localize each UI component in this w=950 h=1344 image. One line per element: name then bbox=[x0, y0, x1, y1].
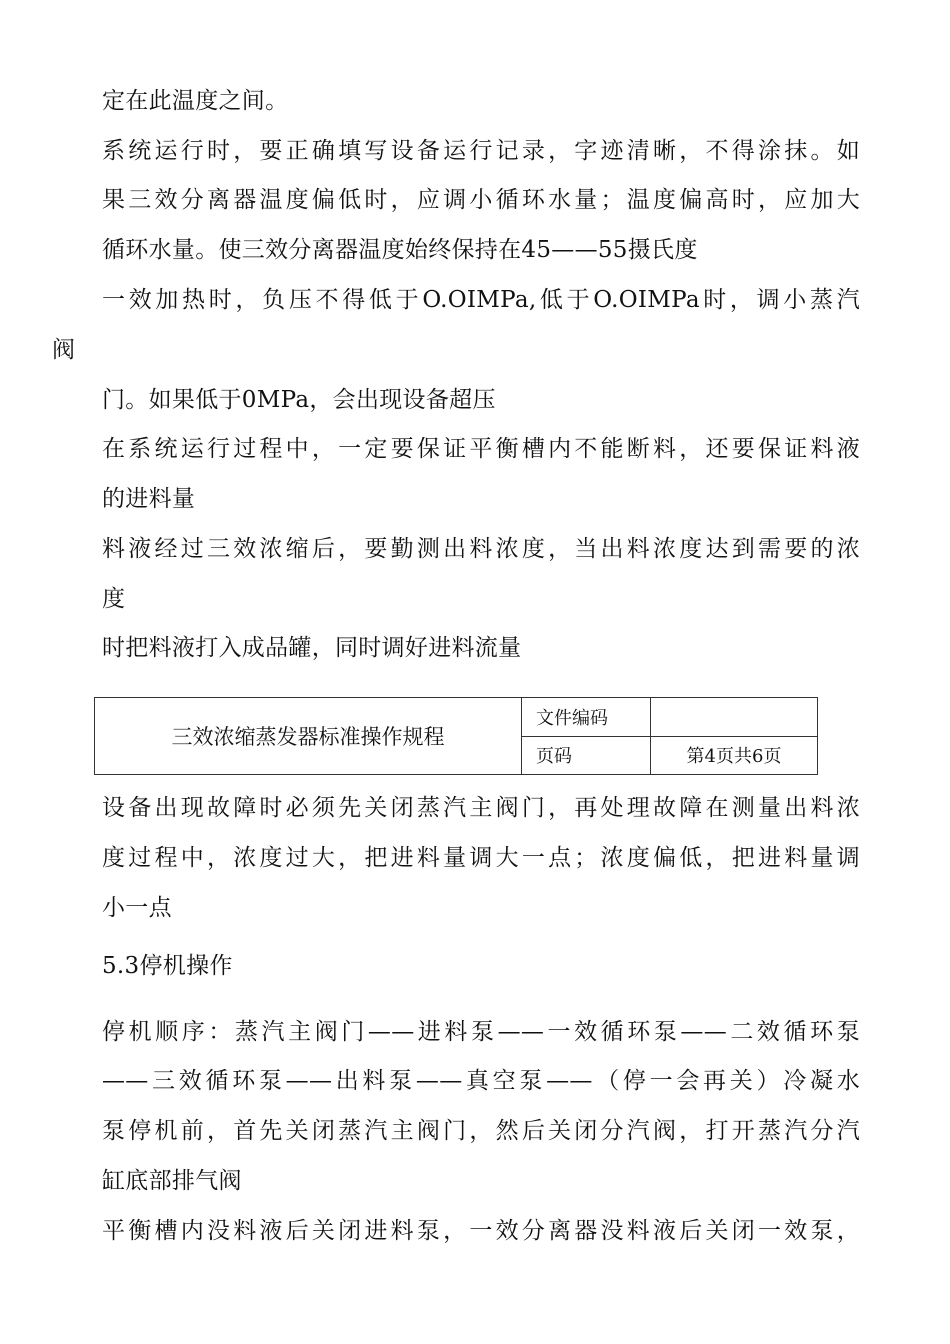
paragraph-line: 缸底部排气阀 bbox=[102, 1168, 242, 1194]
paragraph-line: 的进料量 bbox=[102, 486, 196, 512]
paragraph-line: 小一点 bbox=[102, 895, 172, 921]
document-title: 三效浓缩蒸发器标准操作规程 bbox=[95, 698, 522, 775]
section-heading: 5.3停机操作 bbox=[102, 953, 233, 979]
paragraph-line: 一效加热时，负压不得低于O.OIMPa,低于O.OIMPa时，调小蒸汽 bbox=[102, 287, 860, 313]
paragraph-line: 平衡槽内没料液后关闭进料泵，一效分离器没料液后关闭一效泵， bbox=[102, 1218, 860, 1244]
paragraph-line: 停机顺序：蒸汽主阀门——进料泵——一效循环泵——二效循环泵 bbox=[102, 1019, 860, 1045]
paragraph-line: ——三效循环泵——出料泵——真空泵——（停一会再关）冷凝水 bbox=[102, 1068, 860, 1094]
paragraph-line: 泵停机前，首先关闭蒸汽主阀门，然后关闭分汽阀，打开蒸汽分汽 bbox=[102, 1118, 860, 1144]
paragraph-line: 时把料液打入成品罐，同时调好进料流量 bbox=[102, 635, 522, 661]
paragraph-line: 料液经过三效浓缩后，要勤测出料浓度，当出料浓度达到需要的浓 bbox=[102, 536, 860, 562]
doc-code-value bbox=[651, 698, 818, 737]
document-header-table bbox=[94, 697, 818, 775]
page-number-label: 页码 bbox=[522, 736, 651, 775]
doc-code-label: 文件编码 bbox=[522, 698, 651, 737]
page-number-value: 第4页共6页 bbox=[651, 736, 818, 775]
paragraph-line: 设备出现故障时必须先关闭蒸汽主阀门，再处理故障在测量出料浓 bbox=[102, 795, 860, 821]
paragraph-line: 系统运行时，要正确填写设备运行记录，字迹清晰，不得涂抹。如 bbox=[102, 138, 860, 164]
paragraph-line: 门。如果低于0MPa，会出现设备超压 bbox=[102, 387, 496, 413]
paragraph-line: 度 bbox=[102, 586, 126, 612]
paragraph-line: 定在此温度之间。 bbox=[102, 88, 289, 114]
paragraph-line: 在系统运行过程中，一定要保证平衡槽内不能断料，还要保证料液 bbox=[102, 436, 860, 462]
paragraph-line: 度过程中，浓度过大，把进料量调大一点；浓度偏低，把进料量调 bbox=[102, 845, 860, 871]
paragraph-line: 果三效分离器温度偏低时，应调小循环水量；温度偏高时，应加大 bbox=[102, 187, 860, 213]
paragraph-line: 阀 bbox=[52, 337, 76, 363]
paragraph-line: 循环水量。使三效分离器温度始终保持在45——55摄氏度 bbox=[102, 237, 698, 263]
